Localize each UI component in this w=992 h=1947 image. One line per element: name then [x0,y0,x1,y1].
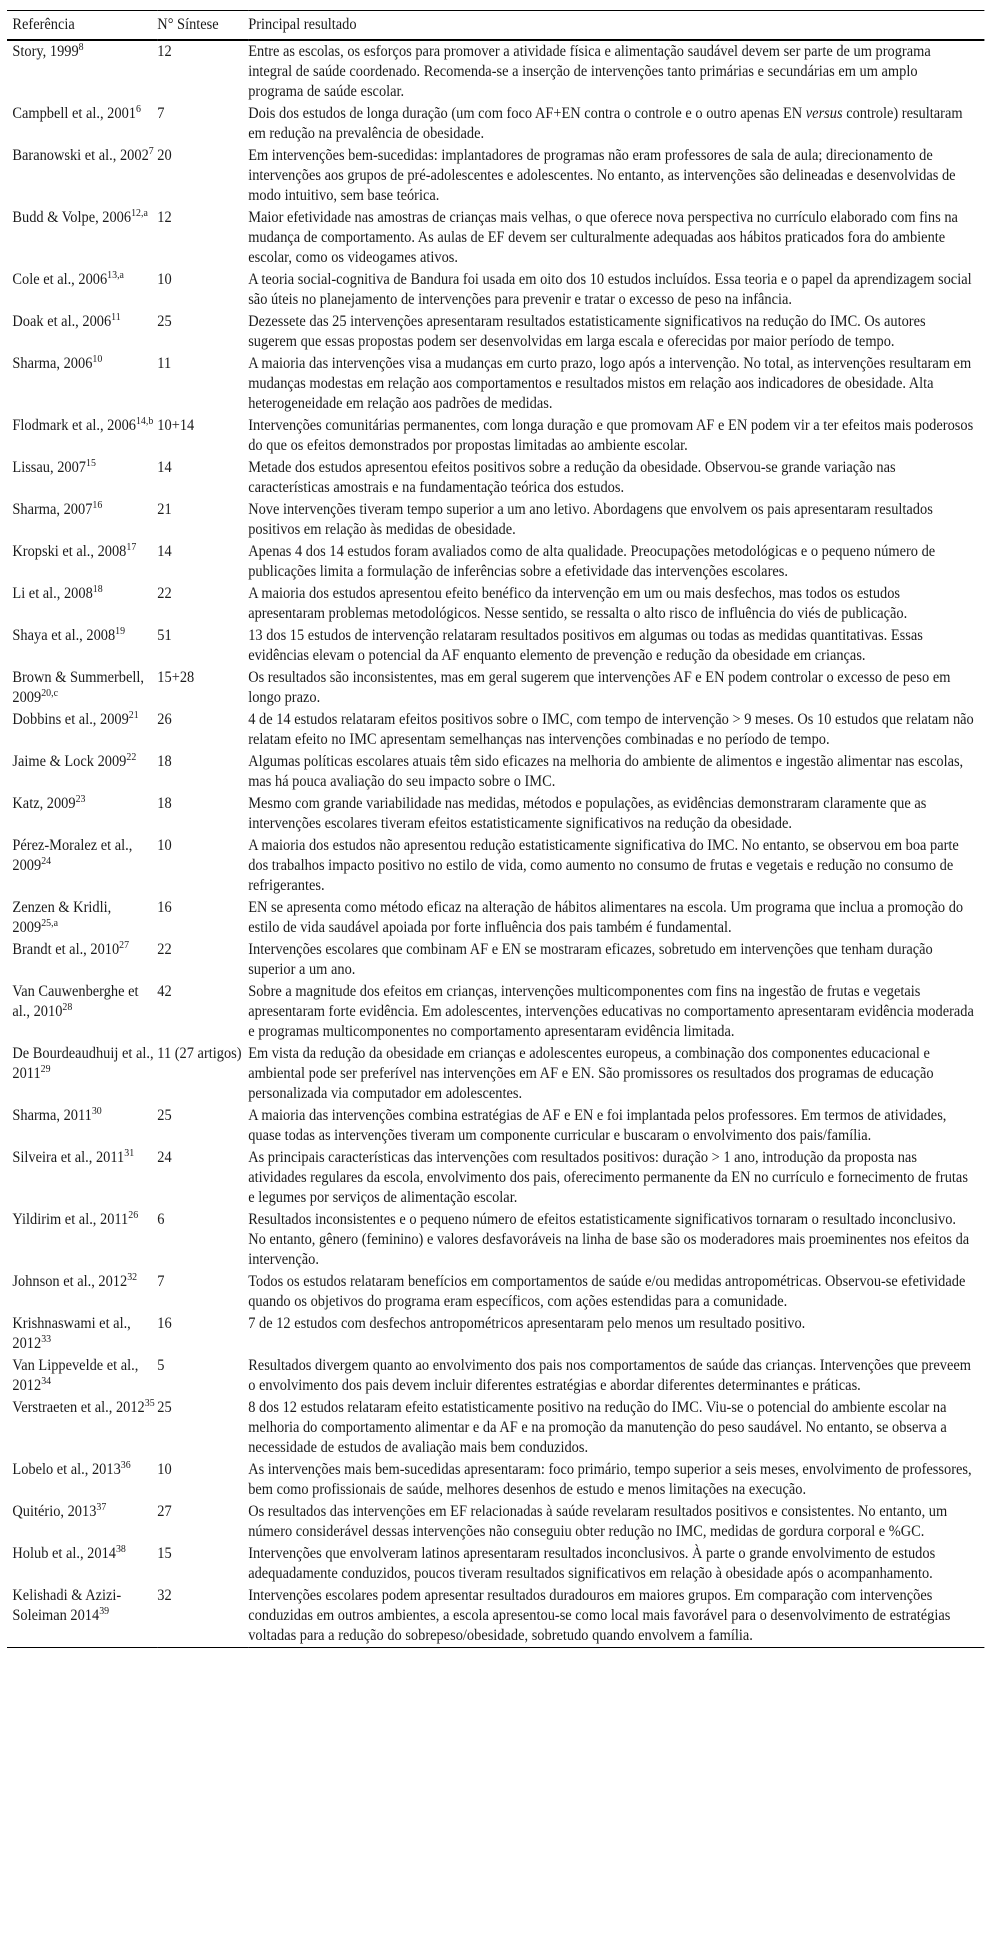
reference-cell [7,897,157,939]
header-principal-resultado: Principal resultado [248,16,357,33]
result-text: Intervenções comunitárias permanentes, com longa duração e que promovam AF e EN podem vir a ter efeitos mais poderosos do que os efeitos demonstrados por propostas limitadas ao ambiente escolar. [248,417,974,454]
reference-superscript: 20,c [41,687,58,699]
reference-cell [7,145,157,207]
reference-cell [7,1271,157,1313]
table-row [7,1147,984,1209]
n-sintese-cell: 11 [157,355,172,372]
result-cell [248,583,984,625]
reference-cell [7,40,157,103]
result-text: Os resultados são inconsistentes, mas em geral sugerem que intervenções AF e EN podem controlar o excesso de peso em longo prazo. [248,669,951,706]
n-sintese-cell: 20 [157,147,172,164]
table-row [7,1209,984,1271]
reference-superscript: 6 [135,103,141,115]
reference-text: Kelishadi & Azizi-Soleiman 2014 [12,1587,122,1624]
reference-superscript: 30 [91,1105,102,1117]
result-text: 13 dos 15 estudos de intervenção relataram resultados positivos em algumas ou todas as medidas quantitativas. Essas evidências elevam o potencial da AF enquanto elemento de prevenção e redução da obesidade em crianças. [248,627,923,664]
table-row [7,1271,984,1313]
result-cell [248,1313,984,1355]
reference-superscript: 17 [126,541,137,553]
reference-superscript: 18 [92,583,103,595]
result-cell [248,793,984,835]
result-text: Intervenções escolares podem apresentar resultados duradouros em maiores grupos. Em comparação com intervenções conduzidas em outros ambientes, a escola apresentou-se como local mais favorável para o desenvolvimento de estratégias voltadas para a redução do sobrepeso/obesidade, sobretudo quando envolvem a família. [248,1587,951,1644]
table-header-row [7,11,984,41]
result-cell [248,269,984,311]
table-row [7,625,984,667]
result-text: 7 de 12 estudos com desfechos antropométricos apresentaram pelo menos um resultado positivo. [248,1315,806,1332]
reference-superscript: 21 [128,709,139,721]
reference-cell [7,541,157,583]
result-text: Nove intervenções tiveram tempo superior a um ano letivo. Abordagens que envolvem os pais apresentaram resultados positivos em relação às medidas de obesidade. [248,501,933,538]
reference-cell [7,835,157,897]
table-body [7,40,984,1648]
reference-cell [7,1585,157,1648]
n-sintese-cell: 15 [157,1545,172,1562]
n-sintese-cell: 21 [157,501,172,518]
results-table [7,10,984,1648]
table-row [7,981,984,1043]
n-sintese-cell: 12 [157,209,172,226]
reference-text: Van Cauwenberghe et al., 2010 [12,983,139,1020]
table-row [7,751,984,793]
n-sintese-cell: 22 [157,941,172,958]
result-text: Resultados inconsistentes e o pequeno número de efeitos estatisticamente significativos tornaram o resultado inconclusivo. No entanto, gênero (feminino) e valores desfavoráveis na linha de base são os moderadores mais proeminentes nos efeitos da intervenção. [248,1211,970,1268]
n-sintese-cell: 15+28 [157,669,195,686]
reference-cell [7,583,157,625]
table-row [7,583,984,625]
result-cell [248,835,984,897]
table-row [7,1397,984,1459]
n-sintese-cell: 7 [157,105,165,122]
result-cell [248,1209,984,1271]
reference-text: Zenzen & Kridli, 2009 [12,899,112,936]
result-text: A maioria dos estudos apresentou efeito benéfico da intervenção em um ou mais desfechos, mas todos os estudos apresentaram problemas metodológicos. Nesse sentido, se ressalta o alto risco de influência do viés de publicação. [248,585,908,622]
result-text: Resultados divergem quanto ao envolvimento dos pais nos comportamentos de saúde das crianças. Intervenções que preveem o envolvimento dos pais devem incluir diferentes estratégias e abordar diferentes determinantes e práticas. [248,1357,971,1394]
result-cell [248,667,984,709]
reference-cell [7,1209,157,1271]
reference-text: Sharma, 2006 [12,355,93,372]
reference-cell [7,1355,157,1397]
result-cell [248,897,984,939]
table-row [7,207,984,269]
result-cell [248,103,984,145]
n-sintese-cell: 32 [157,1587,172,1604]
n-sintese-cell: 11 (27 artigos) [157,1045,242,1062]
table-row [7,311,984,353]
reference-cell [7,1147,157,1209]
reference-superscript: 23 [75,793,86,805]
reference-superscript: 35 [144,1397,155,1409]
result-text: Dezessete das 25 intervenções apresentaram resultados estatisticamente significativos na redução do IMC. Os autores sugerem que essas propostas podem ser desenvolvidas em larga escala e oferecidas por maior período de tempo. [248,313,926,350]
reference-superscript: 36 [120,1459,131,1471]
reference-text: Krishnaswami et al., 2012 [12,1315,131,1352]
reference-text: Story, 1999 [12,43,79,60]
reference-cell [7,709,157,751]
result-cell [248,207,984,269]
table-row [7,415,984,457]
table-row [7,1313,984,1355]
table-row [7,1459,984,1501]
reference-superscript: 13,a [107,269,124,281]
reference-superscript: 26 [128,1209,139,1221]
result-text-continued: controle) resultaram em redução na prevalência de obesidade. [248,105,963,142]
result-cell [248,981,984,1043]
n-sintese-cell: 25 [157,1399,172,1416]
reference-text: Flodmark et al., 2006 [12,417,136,434]
reference-superscript: 31 [124,1147,135,1159]
n-sintese-cell: 14 [157,459,172,476]
n-sintese-cell: 25 [157,1107,172,1124]
result-text: Intervenções escolares que combinam AF e EN se mostraram eficazes, sobretudo em intervenções que tenham duração superior a um ano. [248,941,933,978]
reference-superscript: 8 [78,41,84,53]
n-sintese-cell: 6 [157,1211,165,1228]
result-text: Sobre a magnitude dos efeitos em crianças, intervenções multicomponentes com fins na ingestão de frutas e vegetais apresentaram forte evidência. Em adolescentes, intervenções educativas no comportamento apresentaram evidência moderada e programas multicomponentes no comportamento apresentaram evidência limitada. [248,983,974,1040]
reference-superscript: 39 [99,1605,110,1617]
reference-superscript: 19 [115,625,126,637]
result-emphasis: versus [805,105,843,122]
n-sintese-cell: 51 [157,627,172,644]
result-cell [248,751,984,793]
reference-superscript: 34 [41,1375,52,1387]
reference-text: Shaya et al., 2008 [12,627,116,644]
reference-cell [7,1043,157,1105]
result-text: Todos os estudos relataram benefícios em comportamentos de saúde e/ou medidas antropométricas. Observou-se efetividade quando os objetivos do programa eram específicos, com ações estendidas para a comunidade. [248,1273,966,1310]
n-sintese-cell: 25 [157,313,172,330]
table-row [7,541,984,583]
reference-text: Campbell et al., 2001 [12,105,136,122]
result-text: Entre as escolas, os esforços para promover a atividade física e alimentação saudável devem ser parte de um programa integral de saúde coordenado. Recomenda-se a inserção de intervenções tanto primárias e secundárias em um amplo programa de saúde escolar. [248,43,931,100]
n-sintese-cell: 16 [157,899,172,916]
reference-cell [7,353,157,415]
n-sintese-cell: 12 [157,43,172,60]
result-text: As intervenções mais bem-sucedidas apresentaram: foco primário, tempo superior a seis meses, envolvimento de professores, bem como profissionais de saúde, melhores desenhos de estudo e menos limitações na execução. [248,1461,972,1498]
n-sintese-cell: 7 [157,1273,165,1290]
result-text: A maioria das intervenções combina estratégias de AF e EN e foi implantada pelos professores. Em termos de atividades, quase todas as intervenções tiveram um componente curricular e buscaram o envolvimento dos pais/família. [248,1107,947,1144]
result-cell [248,1105,984,1147]
table-row [7,1355,984,1397]
result-text: Os resultados das intervenções em EF relacionadas à saúde revelaram resultados positivos e consistentes. No entanto, um número considerável dessas intervenções não conseguiu obter redução no IMC, medidas de gordura corporal e %GC. [248,1503,948,1540]
reference-superscript: 24 [41,855,52,867]
result-text: 8 dos 12 estudos relataram efeito estatisticamente positivo na redução do IMC. Viu-se o potencial do ambiente escolar na melhoria do comportamento alimentar e da AF e na promoção da manutenção do peso saudável. No entanto, se observa a necessidade de estudos de avaliação mais bem conduzidos. [248,1399,947,1456]
table-row [7,1043,984,1105]
reference-superscript: 38 [115,1543,126,1555]
result-text: Em vista da redução da obesidade em crianças e adolescentes europeus, a combinação dos componentes educacional e ambiental pode ser preferível nas intervenções em AF e EN. São promissores os resultados dos programas de educação personalizada via computador em adolescentes. [248,1045,934,1102]
table-row [7,457,984,499]
reference-superscript: 16 [92,499,103,511]
result-cell [248,499,984,541]
result-cell [248,353,984,415]
result-cell [248,1147,984,1209]
result-text: Dois dos estudos de longa duração (um com foco AF+EN contra o controle e o outro apenas EN [248,105,803,122]
reference-cell [7,415,157,457]
reference-text: Doak et al., 2006 [12,313,112,330]
result-cell [248,1543,984,1585]
result-cell [248,311,984,353]
header-referencia: Referência [12,16,75,33]
n-sintese-cell: 18 [157,795,172,812]
n-sintese-cell: 14 [157,543,172,560]
n-sintese-cell: 10 [157,837,172,854]
header-n-sintese: N° Síntese [157,16,219,33]
reference-cell [7,939,157,981]
result-cell [248,625,984,667]
reference-cell [7,751,157,793]
result-cell [248,145,984,207]
reference-text: Sharma, 2011 [12,1107,92,1124]
reference-text: Dobbins et al., 2009 [12,711,129,728]
result-text: Em intervenções bem-sucedidas: implantadores de programas não eram professores de sala de aula; direcionamento de intervenções aos grupos de pré-adolescentes e adolescentes. No entanto, as intervenções são delineadas e desenvolvidas de modo intuitivo, sem base teórica. [248,147,956,204]
reference-cell [7,793,157,835]
table-row [7,40,984,103]
reference-text: Verstraeten et al., 2012 [12,1399,145,1416]
n-sintese-cell: 27 [157,1503,172,1520]
result-cell [248,1043,984,1105]
reference-cell [7,1105,157,1147]
reference-text: Katz, 2009 [12,795,76,812]
reference-cell [7,103,157,145]
reference-text: Li et al., 2008 [12,585,93,602]
reference-superscript: 11 [111,311,121,323]
result-cell [248,1585,984,1648]
reference-cell [7,1543,157,1585]
reference-superscript: 12,a [131,207,148,219]
n-sintese-cell: 24 [157,1149,172,1166]
result-cell [248,1271,984,1313]
reference-text: Jaime & Lock 2009 [12,753,127,770]
result-cell [248,709,984,751]
table-row [7,939,984,981]
reference-text: Silveira et al., 2011 [12,1149,125,1166]
result-cell [248,939,984,981]
n-sintese-cell: 18 [157,753,172,770]
table-row [7,269,984,311]
table-row [7,1585,984,1648]
reference-text: Budd & Volpe, 2006 [12,209,132,226]
reference-cell [7,1501,157,1543]
reference-cell [7,667,157,709]
result-text: Mesmo com grande variabilidade nas medidas, métodos e populações, as evidências demonstraram claramente que as intervenções escolares tiveram efeitos estatisticamente significativos na redução da obesidade. [248,795,927,832]
reference-text: Brandt et al., 2010 [12,941,120,958]
table-row [7,709,984,751]
reference-text: Lobelo et al., 2013 [12,1461,121,1478]
reference-superscript: 33 [41,1333,52,1345]
n-sintese-cell: 26 [157,711,172,728]
reference-text: Brown & Summerbell, 2009 [12,669,144,706]
result-text: Apenas 4 dos 14 estudos foram avaliados como de alta qualidade. Preocupações metodológicas e o pequeno número de publicações limita a formulação de inferências sobre a efetividade das intervenções escolares. [248,543,936,580]
reference-superscript: 37 [96,1501,107,1513]
result-cell [248,1397,984,1459]
results-table-container [7,10,984,1648]
reference-text: Quitério, 2013 [12,1503,97,1520]
table-row [7,145,984,207]
table-row [7,1105,984,1147]
reference-text: Cole et al., 2006 [12,271,108,288]
table-row [7,793,984,835]
reference-superscript: 28 [62,1001,73,1013]
result-text: As principais características das intervenções com resultados positivos: duração > 1 ano, introdução da proposta nas atividades regulares da escola, envolvimento dos pais, oferecimento permanente da EN no currículo e fornecimento de frutas e legumes por serviços de alimentação escolar. [248,1149,968,1206]
reference-cell [7,1313,157,1355]
n-sintese-cell: 16 [157,1315,172,1332]
reference-cell [7,311,157,353]
reference-superscript: 7 [148,145,154,157]
result-text: EN se apresenta como método eficaz na alteração de hábitos alimentares na escola. Um programa que inclua a promoção do estilo de vida saudável apoiada por forte influência dos pais também é fundamental. [248,899,964,936]
reference-text: Yildirim et al., 2011 [12,1211,129,1228]
table-row [7,1501,984,1543]
result-cell [248,1355,984,1397]
result-cell [248,1501,984,1543]
reference-superscript: 22 [126,751,137,763]
reference-cell [7,499,157,541]
reference-text: Holub et al., 2014 [12,1545,116,1562]
reference-cell [7,269,157,311]
reference-cell [7,1397,157,1459]
result-text: A maioria das intervenções visa a mudanças em curto prazo, logo após a intervenção. No total, as intervenções resultaram em mudanças modestas em relação aos comportamentos e resultados mistos em relação aos indicadores de obesidade. Alta heterogeneidade em relação aos padrões de medidas. [248,355,972,412]
result-cell [248,415,984,457]
reference-superscript: 15 [86,457,96,469]
result-text: Maior efetividade nas amostras de crianças mais velhas, o que oferece nova perspectiva no currículo elaborado com fins na mudança de comportamento. As aulas de EF devem ser culturalmente adequadas aos hábitos praticados fora do ambiente escolar, como os videogames ativos. [248,209,958,266]
reference-cell [7,625,157,667]
reference-text: Johnson et al., 2012 [12,1273,128,1290]
reference-cell [7,981,157,1043]
result-text: Algumas políticas escolares atuais têm sido eficazes na melhoria do ambiente de alimentos e ingestão alimentar nas escolas, mas há pouca avaliação do seu impacto sobre o IMC. [248,753,964,790]
reference-text: Kropski et al., 2008 [12,543,127,560]
n-sintese-cell: 22 [157,585,172,602]
reference-superscript: 25,a [41,917,58,929]
result-text: Metade dos estudos apresentou efeitos positivos sobre a redução da obesidade. Observou-se grande variação nas características amostrais e na fundamentação teórica dos estudos. [248,459,896,496]
reference-superscript: 29 [40,1063,51,1075]
result-cell [248,457,984,499]
reference-superscript: 27 [119,939,130,951]
reference-superscript: 32 [127,1271,138,1283]
result-cell [248,1459,984,1501]
table-row [7,103,984,145]
result-text: A maioria dos estudos não apresentou redução estatisticamente significativa do IMC. No entanto, se observou em boa parte dos trabalhos impacto positivo no estilo de vida, como aumento no consumo de frutas e vegetais e redução no consumo de refrigerantes. [248,837,959,894]
n-sintese-cell: 5 [157,1357,165,1374]
reference-text: Pérez-Moralez et al., 2009 [12,837,133,874]
reference-cell [7,1459,157,1501]
reference-cell [7,207,157,269]
n-sintese-cell: 10 [157,271,172,288]
result-text: 4 de 14 estudos relataram efeitos positivos sobre o IMC, com tempo de intervenção > 9 meses. Os 10 estudos que relatam não relatam efeito no IMC apresentam semelhanças nas intervenções combinadas e no período de tempo. [248,711,974,748]
n-sintese-cell: 42 [157,983,172,1000]
n-sintese-cell: 10 [157,1461,172,1478]
result-cell [248,541,984,583]
table-row [7,667,984,709]
table-row [7,897,984,939]
result-text: Intervenções que envolveram latinos apresentaram resultados inconclusivos. À parte o grande envolvimento de estudos adequadamente conduzidos, poucos tiveram resultados significativos em relação à obesidade após o acompanhamento. [248,1545,936,1582]
reference-text: Van Lippevelde et al., 2012 [12,1357,139,1394]
reference-text: De Bourdeaudhuij et al., 2011 [12,1045,154,1082]
reference-cell [7,457,157,499]
table-row [7,1543,984,1585]
result-cell [248,40,984,103]
table-row [7,835,984,897]
table-row [7,353,984,415]
n-sintese-cell: 10+14 [157,417,195,434]
reference-text: Lissau, 2007 [12,459,87,476]
reference-superscript: 14,b [135,415,154,427]
reference-text: Baranowski et al., 2002 [12,147,149,164]
reference-superscript: 10 [92,353,103,365]
reference-text: Sharma, 2007 [12,501,93,518]
result-text: A teoria social-cognitiva de Bandura foi usada em oito dos 10 estudos incluídos. Essa teoria e o papel da aprendizagem social são úteis no planejamento de intervenções para prevenir e tratar o excesso de peso na infância. [248,271,972,308]
table-row [7,499,984,541]
